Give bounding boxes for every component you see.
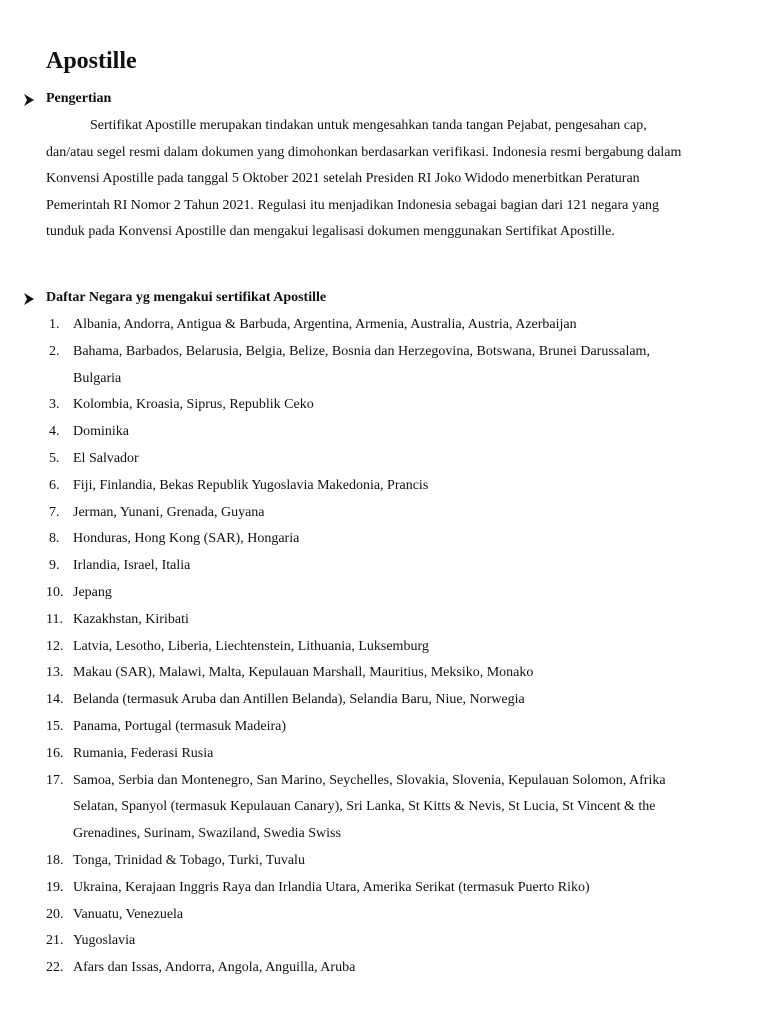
list-item: [46, 634, 686, 661]
section-heading-label: Daftar Negara yg mengakui sertifikat Apostille: [46, 290, 327, 305]
list-text: Vanuatu, Venezuela: [73, 906, 184, 922]
list-number: 19.: [46, 879, 64, 895]
list-text: Jerman, Yunani, Grenada, Guyana: [73, 504, 265, 520]
list-item: [46, 660, 686, 687]
list-number: 18.: [46, 852, 64, 868]
list-number: 10.: [46, 584, 64, 600]
list-number: 12.: [46, 638, 64, 654]
list-item: [46, 741, 686, 768]
list-text: Rumania, Federasi Rusia: [73, 745, 214, 761]
list-number: 14.: [46, 692, 64, 708]
list-number: 8.: [49, 531, 60, 547]
list-item: [46, 848, 686, 875]
list-text: Honduras, Hong Kong (SAR), Hongaria: [73, 531, 300, 547]
list-text: Belanda (termasuk Aruba dan Antillen Belanda), Selandia Baru, Niue, Norwegia: [73, 692, 525, 708]
list-number: 22.: [46, 960, 64, 976]
list-number: 16.: [46, 745, 64, 761]
list-item: [46, 419, 686, 446]
list-number: 13.: [46, 665, 64, 681]
list-item: [46, 446, 686, 473]
list-number: 17.: [46, 772, 64, 788]
arrowhead-bullet-icon: [22, 92, 46, 106]
list-text: Irlandia, Israel, Italia: [73, 558, 191, 574]
list-item: [46, 312, 686, 339]
country-list: [46, 312, 686, 982]
list-text: Afars dan Issas, Andorra, Angola, Anguilla, Aruba: [73, 960, 356, 976]
list-item: [46, 580, 686, 607]
list-text: Bahama, Barbados, Belarusia, Belgia, Belize, Bosnia dan Herzegovina, Botswana, Brunei Darussalam, Bulgaria: [73, 343, 650, 386]
list-text: Albania, Andorra, Antigua & Barbuda, Argentina, Armenia, Australia, Austria, Azerbaijan: [73, 317, 577, 332]
list-item: [46, 714, 686, 741]
list-number: 3.: [49, 397, 60, 413]
list-number: 11.: [46, 611, 63, 627]
list-text: Samoa, Serbia dan Montenegro, San Marino, Seychelles, Slovakia, Slovenia, Kepulauan Solomon, Afrika Selatan, Spanyol (termasuk Kepulauan Canary), Sri Lanka, St Kitts & Nevis, St Lucia, St Vincent & the Grenadines, Surinam, Swaziland, Swedia Swiss: [73, 772, 666, 842]
list-text: Makau (SAR), Malawi, Malta, Kepulauan Marshall, Mauritius, Meksiko, Monako: [73, 665, 534, 681]
list-text: Kazakhstan, Kiribati: [73, 611, 189, 627]
list-item: [46, 902, 686, 929]
list-text: Panama, Portugal (termasuk Madeira): [73, 718, 287, 734]
list-number: 15.: [46, 718, 64, 734]
list-item: [46, 768, 686, 848]
list-item: [46, 500, 686, 527]
list-number: 5.: [49, 450, 60, 466]
list-item: [46, 392, 686, 419]
list-item: [46, 955, 686, 982]
definition-paragraph: Sertifikat Apostille merupakan tindakan untuk mengesahkan tanda tangan Pejabat, pengesahan cap, dan/atau segel resmi dalam dokumen yang dimohonkan berdasarkan verifikasi. Indonesia resmi bergabung dalam Konvensi Apostille pada tanggal 5 Oktober 2021 setelah Presiden RI Joko Widodo menerbitkan Peraturan Pemerintah RI Nomor 2 Tahun 2021. Regulasi itu menjadikan Indonesia sebagai bagian dari 121 negara yang tunduk pada Konvensi Apostille dan mengakui legalisasi dokumen menggunakan Sertifikat Apostille.: [46, 118, 682, 240]
list-number: 4.: [49, 424, 60, 440]
list-text: Tonga, Trinidad & Tobago, Turki, Tuvalu: [73, 852, 305, 868]
section-heading-country-list: [22, 288, 326, 308]
list-item: [46, 473, 686, 500]
list-number: 6.: [49, 477, 60, 493]
list-number: 9.: [49, 558, 60, 574]
list-text: El Salvador: [73, 450, 139, 466]
list-text: Dominika: [73, 424, 129, 440]
list-item: [46, 339, 686, 393]
page-title: Apostille: [46, 48, 137, 74]
list-item: [46, 875, 686, 902]
list-item: [46, 553, 686, 580]
list-number: 7.: [49, 504, 60, 520]
list-text: Latvia, Lesotho, Liberia, Liechtenstein, Lithuania, Luksemburg: [73, 638, 429, 654]
list-number: 20.: [46, 906, 64, 922]
list-number: 1.: [49, 317, 60, 332]
list-item: [46, 928, 686, 955]
list-number: 2.: [49, 343, 60, 359]
list-text: Kolombia, Kroasia, Siprus, Republik Ceko: [73, 397, 314, 413]
list-number: 21.: [46, 933, 64, 949]
section-heading-pengertian: [22, 89, 111, 109]
list-text: Ukraina, Kerajaan Inggris Raya dan Irlandia Utara, Amerika Serikat (termasuk Puerto Riko): [73, 879, 590, 895]
list-text: Fiji, Finlandia, Bekas Republik Yugoslavia Makedonia, Prancis: [73, 477, 429, 493]
list-text: Yugoslavia: [73, 933, 136, 949]
list-item: [46, 607, 686, 634]
arrowhead-bullet-icon: [22, 291, 46, 305]
list-item: [46, 526, 686, 553]
section-heading-label: Pengertian: [46, 91, 112, 106]
list-item: [46, 687, 686, 714]
list-text: Jepang: [73, 584, 112, 600]
